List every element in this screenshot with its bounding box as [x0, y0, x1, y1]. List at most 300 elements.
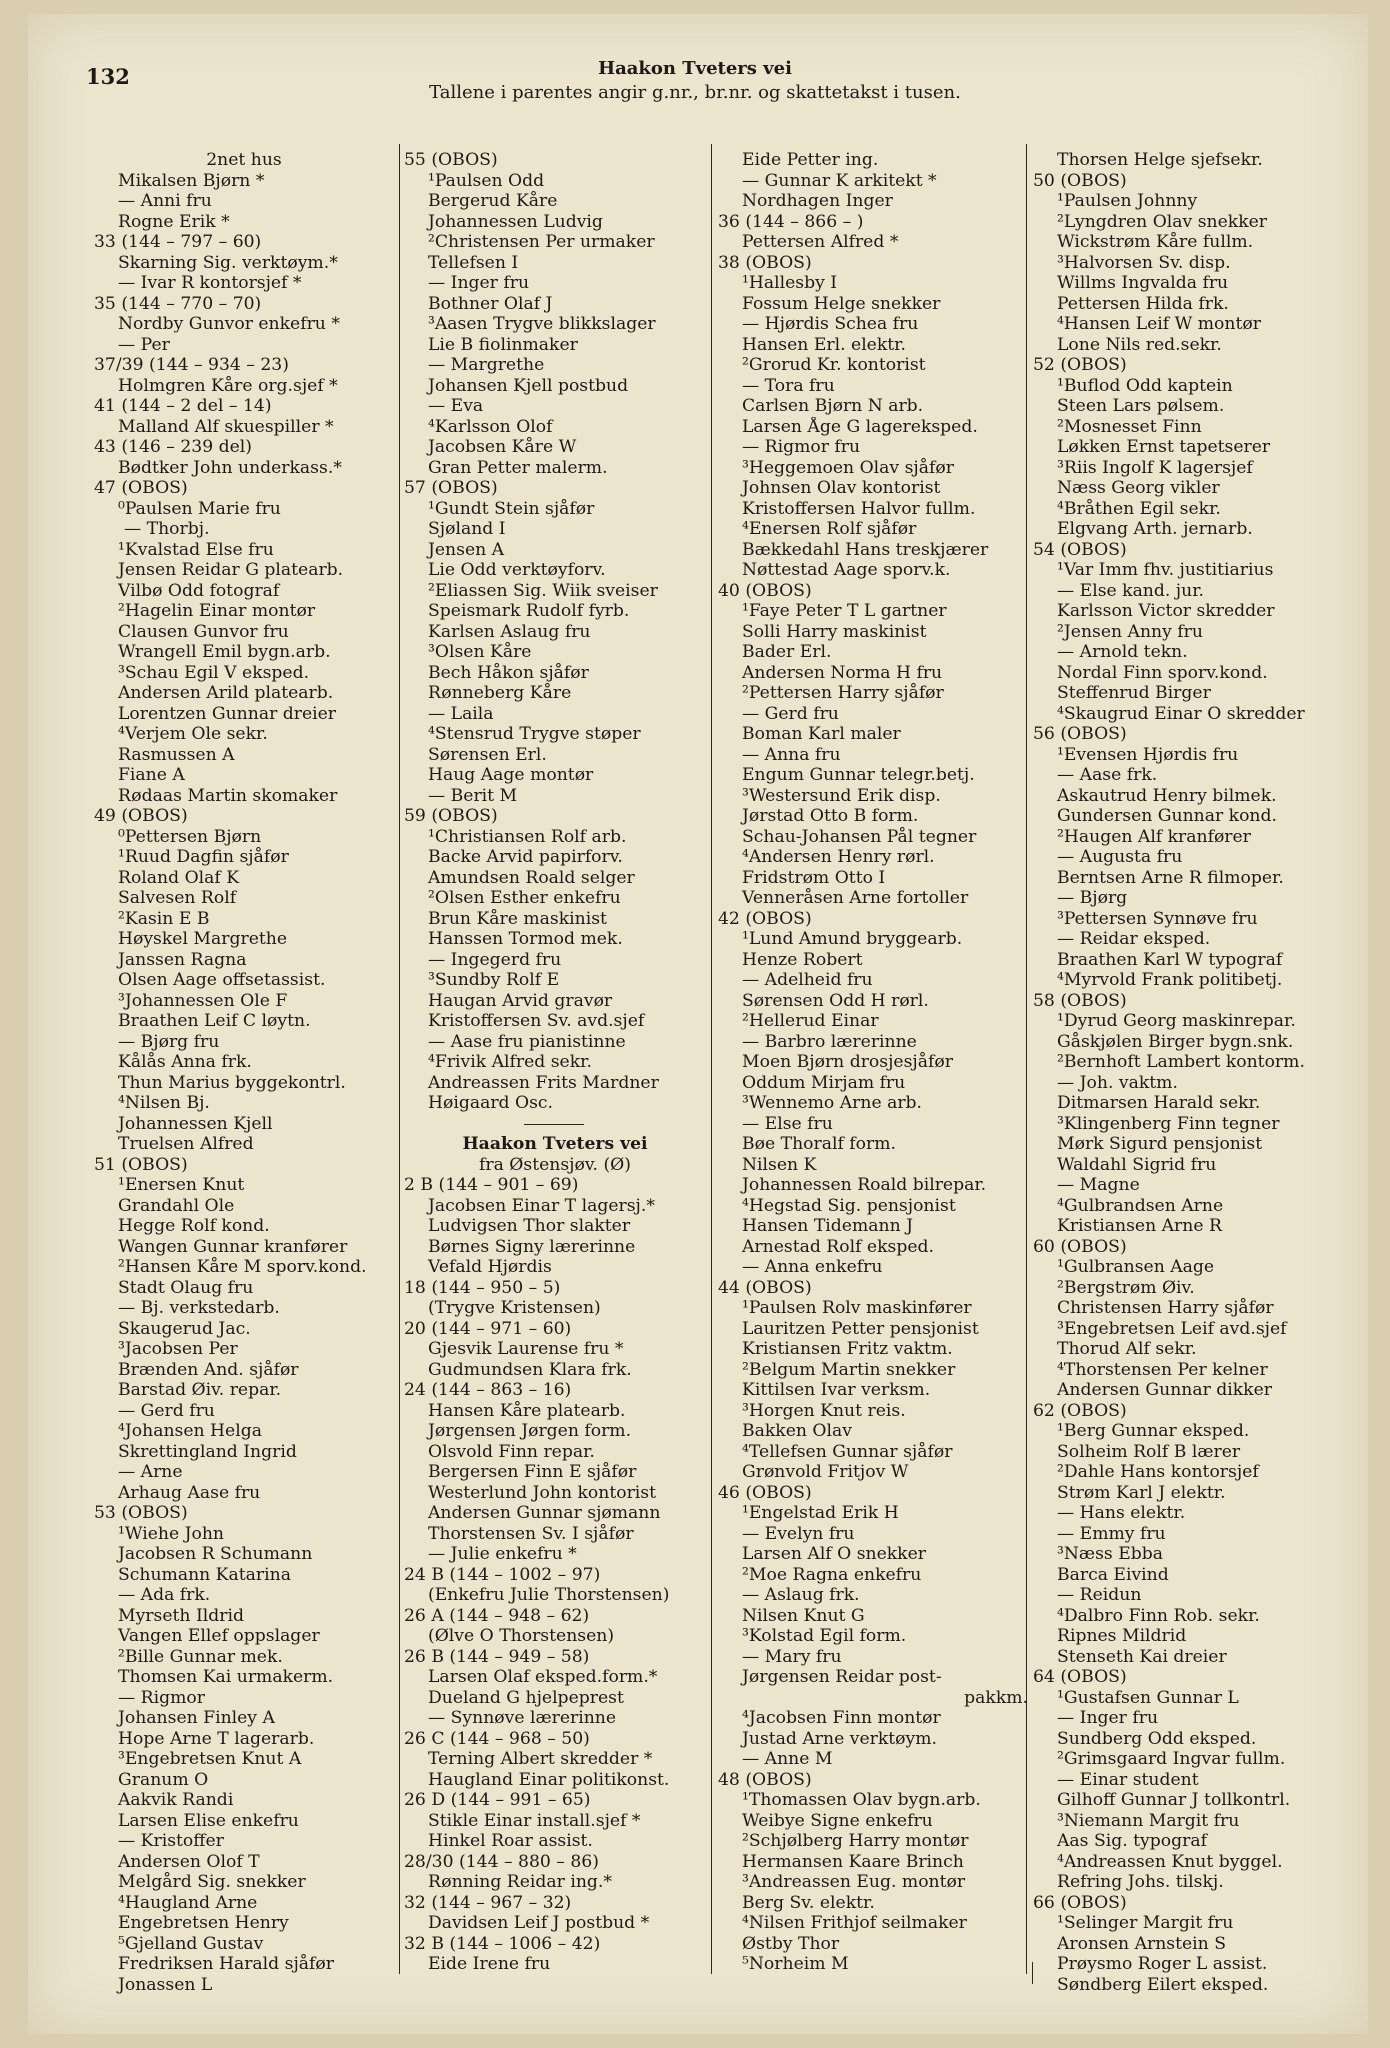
directory-entry: Jacobsen R Schumann [118, 1544, 313, 1564]
address-heading: 24 (144 – 863 – 16) [404, 1380, 572, 1400]
page-number: 132 [86, 64, 130, 89]
page-header [0, 50, 1390, 110]
directory-entry: Johansen Finley A [118, 1708, 275, 1728]
directory-entry: Truelsen Alfred [118, 1134, 254, 1154]
directory-entry: ³Niemann Margit fru [1057, 1810, 1240, 1831]
directory-entry: Grandahl Ole [118, 1195, 235, 1216]
directory-entry: ⁴Nilsen Bj. [118, 1093, 210, 1113]
directory-entry: — Synnøve lærerinne [428, 1708, 617, 1728]
directory-entry: Vangen Ellef oppslager [118, 1626, 320, 1646]
directory-entry: Stenseth Kai dreier [1057, 1646, 1227, 1667]
directory-entry: Jørgensen Reidar post- [742, 1667, 942, 1687]
directory-entry: — Bjørg [1057, 888, 1128, 908]
directory-entry: ³Johannessen Ole F [118, 990, 288, 1011]
directory-entry: ²Moe Ragna enkefru [742, 1564, 922, 1585]
directory-entry: Sjøland I [428, 519, 506, 539]
directory-entry: Næss Georg vikler [1057, 478, 1220, 498]
directory-entry: Lie B fiolinmaker [428, 334, 578, 355]
directory-column-1 [94, 150, 394, 1995]
directory-entry: Andersen Olof T [118, 1851, 260, 1872]
directory-entry: ⁴Skaugrud Einar O skredder [1057, 703, 1305, 724]
directory-entry: Askautrud Henry bilmek. [1057, 785, 1277, 806]
address-heading: 46 (OBOS) [718, 1482, 812, 1503]
directory-entry: Andreassen Frits Mardner [428, 1072, 659, 1093]
directory-entry: Skrettingland Ingrid [118, 1441, 297, 1462]
directory-entry: Solli Harry maskinist [742, 621, 927, 642]
directory-entry: Brænden And. sjåfør [118, 1359, 299, 1380]
directory-entry: ⁴Frivik Alfred sekr. [428, 1052, 592, 1072]
directory-entry: Johannessen Roald bilrepar. [742, 1175, 987, 1195]
directory-entry: Ludvigsen Thor slakter [428, 1216, 631, 1236]
directory-entry: Ditmarsen Harald sekr. [1057, 1093, 1261, 1113]
directory-entry: Haugland Einar politikonst. [428, 1769, 670, 1790]
directory-entry: — Inger fru [428, 273, 530, 293]
directory-entry: Kristoffersen Halvor fullm. [742, 498, 976, 519]
directory-entry: Gåskjølen Birger bygn.snk. [1057, 1031, 1294, 1052]
directory-entry: Gudmundsen Klara frk. [428, 1359, 632, 1380]
directory-entry: ³Engebretsen Leif avd.sjef [1057, 1318, 1287, 1339]
directory-entry: Haakon Tveters vei [462, 1134, 648, 1154]
address-heading: 66 (OBOS) [1033, 1892, 1127, 1913]
directory-entry: Solheim Rolf B lærer [1057, 1441, 1241, 1462]
directory-entry: Hope Arne T lagerarb. [118, 1728, 315, 1749]
directory-entry: ¹Gundt Stein sjåfør [428, 498, 595, 519]
directory-entry: Stikle Einar install.sjef * [428, 1810, 641, 1831]
address-heading: 26 B (144 – 949 – 58) [404, 1646, 590, 1667]
directory-entry: — Eva [428, 396, 484, 416]
directory-entry: — Ada frk. [118, 1585, 211, 1605]
directory-entry: — Anna enkefru [742, 1257, 883, 1277]
directory-entry: ²Lyngdren Olav snekker [1057, 211, 1267, 232]
directory-entry: Jacobsen Einar T lagersj.* [428, 1195, 655, 1216]
address-heading: 26 D (144 – 991 – 65) [404, 1790, 591, 1810]
directory-entry: — Hjørdis Schea fru [742, 314, 919, 334]
address-heading: 57 (OBOS) [404, 478, 498, 498]
directory-entry: ³Horgen Knut reis. [742, 1400, 906, 1421]
address-heading: 37/39 (144 – 934 – 23) [94, 355, 289, 375]
directory-entry: ¹Berg Gunnar eksped. [1057, 1421, 1250, 1441]
directory-entry: Nøttestad Aage sporv.k. [742, 560, 951, 580]
directory-entry: Oddum Mirjam fru [742, 1072, 906, 1093]
address-heading: 38 (OBOS) [718, 252, 812, 273]
directory-entry: Andersen Gunnar sjømann [428, 1503, 661, 1523]
address-heading: 62 (OBOS) [1033, 1400, 1127, 1421]
directory-entry: (Enkefru Julie Thorstensen) [428, 1585, 670, 1605]
directory-entry: ³Westersund Erik disp. [742, 785, 941, 806]
directory-entry: Olsen Aage offsetassist. [118, 970, 326, 990]
directory-entry: Steen Lars pølsem. [1057, 396, 1225, 416]
directory-entry: — Margrethe [428, 355, 545, 375]
directory-entry: Braathen Karl W typograf [1057, 949, 1283, 970]
address-heading: 32 B (144 – 1006 – 42) [404, 1933, 601, 1954]
directory-entry: ²Schjølberg Harry montør [742, 1831, 969, 1851]
directory-entry: ²Bergstrøm Øiv. [1057, 1277, 1195, 1298]
directory-entry: Venneråsen Arne fortoller [742, 888, 969, 908]
directory-entry: Strøm Karl J elektr. [1057, 1482, 1226, 1503]
directory-entry: ⁴Myrvold Frank politibetj. [1057, 970, 1283, 990]
directory-entry: ²Belgum Martin snekker [742, 1359, 956, 1380]
directory-entry: ¹Selinger Margit fru [1057, 1913, 1234, 1933]
directory-entry: Larsen Olaf eksped.form.* [428, 1667, 658, 1687]
address-heading: 50 (OBOS) [1033, 170, 1127, 191]
address-heading: 43 (146 – 239 del) [94, 437, 253, 457]
directory-entry: ³Andreassen Eug. montør [742, 1872, 966, 1892]
directory-entry: Gundersen Gunnar kond. [1057, 806, 1277, 826]
directory-entry: Eide Irene fru [428, 1954, 551, 1974]
directory-entry: — Emmy fru [1057, 1523, 1166, 1544]
directory-entry: Rasmussen A [118, 744, 235, 765]
address-heading: 56 (OBOS) [1033, 724, 1127, 744]
directory-entry: ²Dahle Hans kontorsjef [1057, 1462, 1259, 1482]
directory-entry: Thun Marius byggekontrl. [118, 1072, 346, 1093]
address-heading: 41 (144 – 2 del – 14) [94, 396, 272, 416]
directory-entry: ⁴Enersen Rolf sjåfør [742, 519, 917, 539]
directory-entry: — Adelheid fru [742, 970, 873, 990]
directory-entry: — Gerd fru [742, 703, 839, 724]
directory-entry: ⁴Hegstad Sig. pensjonist [742, 1195, 956, 1216]
directory-entry: ¹Faye Peter T L gartner [742, 601, 947, 621]
directory-entry: Skarning Sig. verktøym.* [118, 252, 338, 273]
directory-entry: ¹Var Imm fhv. justitiarius [1057, 560, 1274, 580]
directory-entry: Hermansen Kaare Brinch [742, 1851, 964, 1872]
directory-entry: ²Kasin E B [118, 908, 210, 929]
directory-entry: Børnes Signy lærerinne [428, 1236, 636, 1257]
directory-entry: ³Halvorsen Sv. disp. [1057, 252, 1231, 273]
directory-entry: Sundberg Odd eksped. [1057, 1728, 1257, 1749]
directory-entry: ³Jacobsen Per [118, 1339, 238, 1359]
directory-entry: ¹Gustafsen Gunnar L [1057, 1687, 1239, 1708]
directory-entry: Østby Thor [742, 1933, 840, 1954]
directory-entry: Backe Arvid papirforv. [428, 847, 623, 867]
directory-entry: Nilsen Knut G [742, 1605, 865, 1626]
directory-entry: — Barbro lærerinne [742, 1031, 917, 1052]
directory-entry: Gjesvik Laurense fru * [428, 1339, 624, 1359]
directory-entry: Karlsen Aslaug fru [428, 621, 591, 642]
directory-entry: Vilbø Odd fotograf [118, 580, 280, 601]
directory-entry: ⁴Verjem Ole sekr. [118, 724, 268, 744]
directory-entry: Fossum Helge snekker [742, 293, 941, 314]
directory-entry: Malland Alf skuespiller * [118, 416, 334, 437]
directory-entry: Larsen Elise enkefru [118, 1810, 299, 1831]
directory-entry: Hanssen Tormod mek. [428, 929, 623, 949]
directory-entry: ²Bille Gunnar mek. [118, 1646, 283, 1667]
directory-entry: Schau-Johansen Pål tegner [742, 826, 977, 847]
directory-entry: — Augusta fru [1057, 847, 1183, 867]
directory-entry: ⁴Johansen Helga [118, 1421, 262, 1441]
directory-entry: Lie Odd verktøyforv. [428, 560, 606, 580]
directory-entry: Kålås Anna frk. [118, 1052, 252, 1072]
directory-entry: Thorstensen Sv. I sjåfør [428, 1523, 634, 1544]
directory-entry: ³Heggemoen Olav sjåfør [742, 457, 954, 478]
directory-entry: — Gerd fru [118, 1400, 215, 1421]
directory-entry: Rønneberg Kåre [428, 683, 572, 703]
directory-entry: Aronsen Arnstein S [1057, 1933, 1226, 1954]
directory-entry: Thorud Alf sekr. [1057, 1339, 1197, 1359]
directory-entry: Berntsen Arne R filmoper. [1057, 867, 1284, 888]
directory-entry: Salvesen Rolf [118, 888, 237, 908]
directory-entry: — Reidar eksped. [1057, 929, 1211, 949]
directory-entry: Hansen Tidemann J [742, 1216, 914, 1236]
page-subtitle: Tallene i parentes angir g.nr., br.nr. og skattetakst i tusen. [429, 82, 961, 103]
directory-entry: — Reidun [1057, 1585, 1142, 1605]
directory-entry: — Anna fru [742, 744, 841, 765]
directory-entry: Arnestad Rolf eksped. [742, 1236, 934, 1257]
directory-entry: Brun Kåre maskinist [428, 908, 607, 929]
address-heading: 24 B (144 – 1002 – 97) [404, 1564, 601, 1585]
directory-entry: Rogne Erik * [118, 211, 230, 232]
directory-entry: — Aase fru pianistinne [428, 1031, 626, 1052]
directory-entry: ¹Lund Amund bryggearb. [742, 929, 963, 949]
directory-entry: Arhaug Aase fru [118, 1482, 261, 1503]
directory-entry: ⁴Stensrud Trygve støper [428, 724, 641, 744]
directory-entry: ⁴Andreassen Knut byggel. [1057, 1851, 1283, 1872]
directory-entry: ⁴Karlsson Olof [428, 416, 553, 437]
directory-entry: Eide Petter ing. [742, 150, 879, 170]
directory-entry: pakkm. [964, 1687, 1028, 1708]
directory-entry: Aas Sig. typograf [1057, 1831, 1207, 1851]
address-heading: 26 A (144 – 948 – 62) [404, 1605, 590, 1626]
directory-entry: — Else kand. jur. [1057, 580, 1204, 601]
directory-entry: Bøe Thoralf form. [742, 1134, 896, 1154]
directory-entry: ⁰Paulsen Marie fru [118, 498, 281, 519]
directory-entry: (Ølve O Thorstensen) [428, 1626, 615, 1646]
directory-entry: ²Hagelin Einar montør [118, 601, 316, 621]
directory-entry: Kristiansen Arne R [1057, 1216, 1222, 1236]
directory-entry: Rønning Reidar ing.* [428, 1872, 612, 1892]
directory-entry: — Einar student [1057, 1769, 1199, 1790]
directory-entry: Waldahl Sigrid fru [1057, 1154, 1217, 1175]
directory-entry: Grønvold Fritjov W [742, 1462, 909, 1482]
address-heading: 48 (OBOS) [718, 1769, 812, 1790]
directory-entry: (Trygve Kristensen) [428, 1298, 601, 1318]
directory-entry: Nordby Gunvor enkefru * [118, 314, 340, 334]
directory-entry: ²Jensen Anny fru [1057, 621, 1203, 642]
directory-entry: ³Kolstad Egil form. [742, 1626, 907, 1646]
directory-entry: — Berit M [428, 785, 518, 806]
directory-entry: — Mary fru [742, 1646, 842, 1667]
directory-entry: Westerlund John kontorist [428, 1482, 657, 1503]
directory-entry: ⁴Dalbro Finn Rob. sekr. [1057, 1605, 1260, 1626]
directory-entry: ⁴Hansen Leif W montør [1057, 314, 1261, 334]
directory-entry: Prøysmo Roger L assist. [1057, 1954, 1268, 1974]
directory-entry: Gran Petter malerm. [428, 457, 608, 478]
address-heading: 32 (144 – 967 – 32) [404, 1892, 572, 1913]
directory-entry: ¹Wiehe John [118, 1523, 225, 1544]
directory-entry: Speismark Rudolf fyrb. [428, 601, 630, 621]
directory-entry: Wrangell Emil bygn.arb. [118, 642, 331, 662]
directory-entry: Jacobsen Kåre W [428, 437, 577, 457]
directory-entry: Fiane A [118, 765, 185, 785]
directory-entry: Andersen Norma H fru [742, 662, 943, 683]
directory-entry: Aakvik Randi [118, 1790, 234, 1810]
directory-entry: Larsen Åge G lagereksped. [742, 416, 978, 437]
directory-entry: ²Bernhoft Lambert kontorm. [1057, 1052, 1305, 1072]
directory-entry: — Julie enkefru * [428, 1544, 577, 1564]
directory-entry: ⁵Norheim M [742, 1954, 849, 1974]
directory-entry: ²Hellerud Einar [742, 1011, 879, 1031]
directory-entry: — Anne M [742, 1749, 833, 1769]
directory-entry: Vefald Hjørdis [428, 1257, 552, 1277]
directory-entry: Willms Ingvalda fru [1057, 273, 1229, 293]
directory-entry: — Arnold tekn. [1057, 642, 1188, 662]
address-heading: 20 (144 – 971 – 60) [404, 1318, 572, 1339]
address-heading: 54 (OBOS) [1033, 539, 1127, 560]
directory-entry: Bergerud Kåre [428, 191, 558, 211]
directory-entry: ²Grorud Kr. kontorist [742, 355, 926, 375]
directory-entry: — Evelyn fru [742, 1523, 855, 1544]
directory-entry: Sørensen Erl. [428, 744, 547, 765]
directory-entry: — Gunnar K arkitekt * [742, 170, 937, 191]
address-heading: 59 (OBOS) [404, 806, 498, 826]
address-heading: 28/30 (144 – 880 – 86) [404, 1851, 599, 1872]
directory-entry: Berg Sv. elektr. [742, 1892, 875, 1913]
address-heading: 2 B (144 – 901 – 69) [404, 1175, 579, 1195]
directory-entry: Haug Aage montør [428, 765, 594, 785]
directory-entry: ³Pettersen Synnøve fru [1057, 908, 1258, 929]
directory-entry: Melgård Sig. snekker [118, 1872, 306, 1892]
directory-entry: Andersen Gunnar dikker [1057, 1380, 1272, 1400]
address-heading: 36 (144 – 866 – ) [718, 211, 864, 232]
directory-entry: Hinkel Roar assist. [428, 1831, 593, 1851]
directory-entry: ¹Evensen Hjørdis fru [1057, 744, 1239, 765]
address-heading: 40 (OBOS) [718, 580, 812, 601]
directory-entry: ¹Hallesby I [742, 273, 838, 293]
directory-entry: Kittilsen Ivar verksm. [742, 1380, 931, 1400]
directory-entry: ³Schau Egil V eksped. [118, 662, 310, 683]
directory-entry: Nordhagen Inger [742, 191, 893, 211]
directory-entry: Weibye Signe enkefru [742, 1810, 933, 1831]
directory-entry: — Else fru [742, 1113, 833, 1134]
directory-entry: ³Klingenberg Finn tegner [1057, 1113, 1280, 1134]
directory-entry: Høigaard Osc. [428, 1093, 554, 1113]
directory-entry: Skaugerud Jac. [118, 1318, 251, 1339]
address-heading: 52 (OBOS) [1033, 355, 1127, 375]
directory-entry: Pettersen Alfred * [742, 232, 899, 252]
directory-column-3 [718, 150, 1028, 1975]
directory-entry: Tellefsen I [428, 252, 519, 273]
directory-entry: ¹Paulsen Odd [428, 170, 545, 191]
directory-entry: ¹Thomassen Olav bygn.arb. [742, 1790, 981, 1810]
directory-entry: ³Aasen Trygve blikkslager [428, 314, 656, 334]
address-heading: 51 (OBOS) [94, 1154, 188, 1175]
directory-entry: Johansen Kjell postbud [428, 375, 629, 396]
directory-entry: — Magne [1057, 1175, 1140, 1195]
directory-entry: Løkken Ernst tapetserer [1057, 437, 1271, 457]
address-heading: 26 C (144 – 968 – 50) [404, 1728, 590, 1749]
directory-entry: — Ingegerd fru [428, 949, 562, 970]
directory-entry: ⁴Gulbrandsen Arne [1057, 1195, 1224, 1216]
directory-entry: Stadt Olaug fru [118, 1277, 254, 1298]
directory-entry: Kristoffersen Sv. avd.sjef [428, 1011, 645, 1031]
directory-entry: ¹Dyrud Georg maskinrepar. [1057, 1011, 1296, 1031]
directory-entry: ²Haugen Alf kranfører [1057, 826, 1251, 847]
directory-entry: Amundsen Roald selger [428, 867, 635, 888]
directory-entry: Karlsson Victor skredder [1057, 601, 1275, 621]
directory-entry: ²Olsen Esther enkefru [428, 888, 621, 908]
address-heading: 47 (OBOS) [94, 478, 188, 498]
directory-entry: ³Sundby Rolf E [428, 970, 560, 990]
directory-entry: Bødtker John underkass.* [118, 457, 342, 478]
directory-entry: ²Christensen Per urmaker [428, 232, 655, 252]
directory-entry: Jørgensen Jørgen form. [428, 1421, 632, 1441]
directory-entry: — Inger fru [1057, 1708, 1159, 1728]
directory-entry: Engum Gunnar telegr.betj. [742, 765, 975, 785]
directory-column-4 [1033, 150, 1353, 1995]
directory-entry: Wickstrøm Kåre fullm. [1057, 232, 1254, 252]
directory-entry: ¹Paulsen Rolv maskinfører [742, 1298, 972, 1318]
directory-entry: Granum O [118, 1769, 209, 1790]
directory-entry: — Hans elektr. [1057, 1503, 1186, 1523]
column-rule [399, 144, 400, 1974]
directory-entry: Rødaas Martin skomaker [118, 785, 338, 806]
directory-entry: Pettersen Hilda frk. [1057, 293, 1229, 314]
directory-entry: Lone Nils red.sekr. [1057, 334, 1222, 355]
directory-entry: ³Olsen Kåre [428, 642, 532, 662]
directory-entry: Bader Erl. [742, 642, 832, 662]
directory-entry: Braathen Leif C løytn. [118, 1011, 311, 1031]
directory-entry: Ripnes Mildrid [1057, 1626, 1187, 1646]
directory-entry: — Laila [428, 703, 494, 724]
directory-entry: Thomsen Kai urmakerm. [118, 1667, 334, 1687]
directory-entry: ⁵Gjelland Gustav [118, 1933, 264, 1954]
directory-entry: ⁴Andersen Henry rørl. [742, 847, 935, 867]
directory-entry: Thorsen Helge sjefsekr. [1057, 150, 1263, 170]
directory-entry: — Tora fru [742, 375, 835, 396]
directory-entry: Janssen Ragna [118, 949, 247, 970]
directory-entry: Elgvang Arth. jernarb. [1057, 519, 1253, 539]
directory-entry: Steffenrud Birger [1057, 683, 1211, 703]
directory-entry: Andersen Arild platearb. [118, 683, 334, 703]
directory-entry: Henze Robert [742, 949, 863, 970]
directory-entry: ⁰Pettersen Bjørn [118, 826, 262, 847]
directory-entry: Gilhoff Gunnar J tollkontrl. [1057, 1790, 1291, 1810]
directory-entry: Schumann Katarina [118, 1564, 291, 1585]
directory-entry: ³Engebretsen Knut A [118, 1749, 302, 1769]
directory-entry: Barca Eivind [1057, 1564, 1169, 1585]
directory-entry: — Joh. vaktm. [1057, 1072, 1178, 1093]
directory-entry: — Aslaug frk. [742, 1585, 860, 1605]
address-heading: 44 (OBOS) [718, 1277, 812, 1298]
directory-entry: Mørk Sigurd pensjonist [1057, 1134, 1263, 1154]
directory-entry: ²Hansen Kåre M sporv.kond. [118, 1257, 367, 1277]
directory-entry: Bergersen Finn E sjåfør [428, 1462, 637, 1482]
directory-entry: Olsvold Finn repar. [428, 1441, 595, 1462]
directory-entry: Nordal Finn sporv.kond. [1057, 662, 1268, 683]
directory-entry: ⁴Tellefsen Gunnar sjåfør [742, 1441, 953, 1462]
directory-entry: Terning Albert skredder * [428, 1749, 653, 1769]
directory-entry: ³Riis Ingolf K lagersjef [1057, 457, 1253, 478]
directory-entry: Jensen A [428, 539, 505, 560]
directory-entry: — Bjørg fru [118, 1031, 220, 1052]
directory-entry: Bækkedahl Hans treskjærer [742, 539, 989, 560]
directory-entry: Haugan Arvid gravør [428, 990, 613, 1011]
address-heading: 64 (OBOS) [1033, 1667, 1127, 1687]
directory-entry: Refring Johs. tilskj. [1057, 1872, 1224, 1892]
directory-entry: — Per [118, 334, 170, 355]
directory-entry: ¹Engelstad Erik H [742, 1503, 899, 1523]
address-heading: 60 (OBOS) [1033, 1236, 1127, 1257]
directory-entry: — Aase frk. [1057, 765, 1158, 785]
directory-entry: ⁴Jacobsen Finn montør [742, 1708, 941, 1728]
directory-entry: Hegge Rolf kond. [118, 1216, 270, 1236]
directory-entry: Nilsen K [742, 1154, 817, 1175]
directory-entry: — Thorbj. [124, 519, 210, 539]
directory-entry: Hansen Erl. elektr. [742, 334, 906, 355]
directory-entry: ⁴Bråthen Egil sekr. [1057, 498, 1221, 519]
directory-entry: Fredriksen Harald sjåfør [118, 1954, 334, 1974]
address-heading: 55 (OBOS) [404, 150, 498, 170]
directory-entry: — Ivar R kontorsjef * [118, 273, 302, 293]
